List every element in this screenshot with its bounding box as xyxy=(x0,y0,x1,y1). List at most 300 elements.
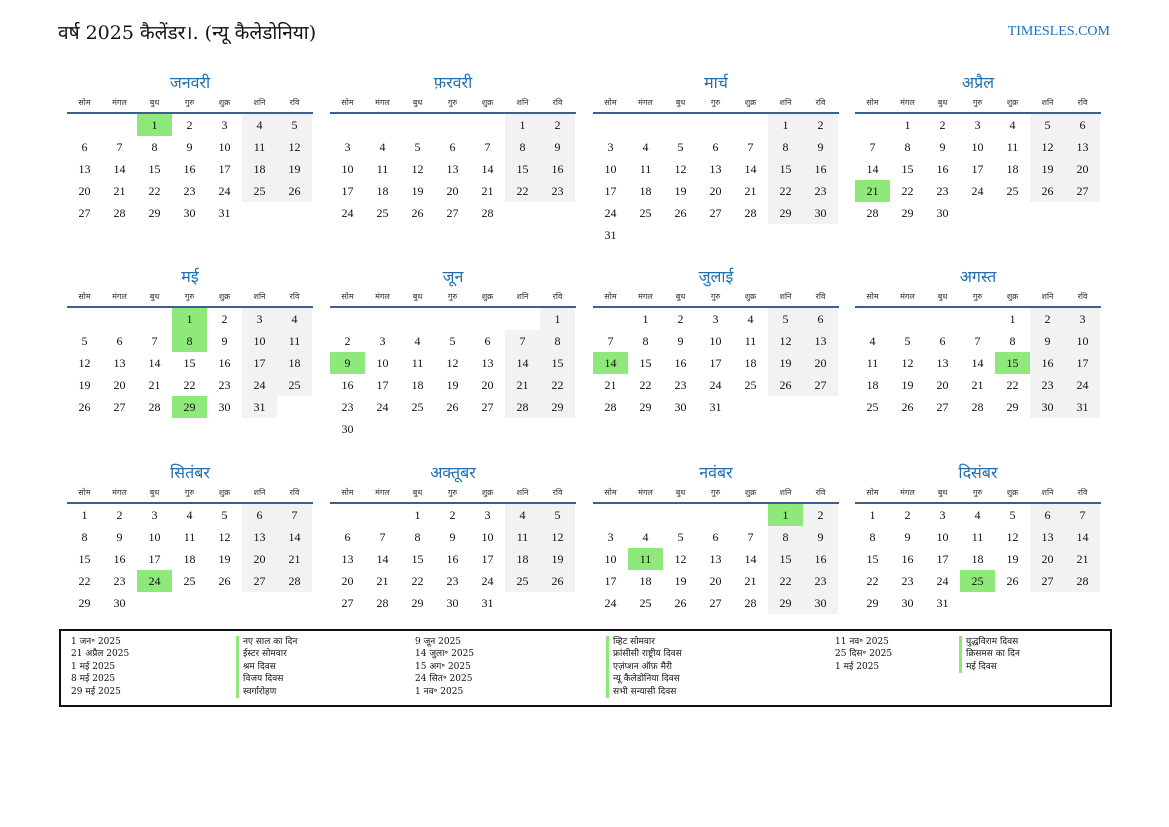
weekday-label: रवि xyxy=(552,488,563,497)
weekday-label: शुक्र xyxy=(481,98,494,107)
day-cell: 13 xyxy=(803,330,838,352)
holiday-date: 1 मई 2025 xyxy=(835,661,880,672)
day-cell: 25 xyxy=(639,596,652,610)
month-calendar xyxy=(330,462,576,614)
day-cell: 30 xyxy=(1030,396,1065,418)
weekday-header xyxy=(330,484,576,504)
weekday-label: गुरु xyxy=(710,488,721,497)
day-cell: 16 xyxy=(341,378,354,392)
weekday-label: गुरु xyxy=(447,292,458,301)
day-cell: 2 xyxy=(344,334,351,348)
day-cell: 22 xyxy=(901,184,914,198)
weekday-label: शनि xyxy=(253,98,266,107)
day-cell: 4 xyxy=(414,334,421,348)
day-cell: 10 xyxy=(604,552,617,566)
weekday-label: शनि xyxy=(779,98,792,107)
day-cell: 17 xyxy=(709,356,722,370)
day-cell: 2 xyxy=(221,312,228,326)
day-cell: 25 xyxy=(242,180,277,202)
day-cell: 14 xyxy=(1065,526,1100,548)
holiday-date: 21 अप्रैल 2025 xyxy=(71,649,130,660)
day-cell: 11 xyxy=(639,162,652,176)
weekday-label: गुरु xyxy=(710,292,721,301)
day-cell: 20 xyxy=(709,184,722,198)
day-cell: 18 xyxy=(242,158,277,180)
day-cell: 9 xyxy=(803,136,838,158)
day-cell: 24 xyxy=(709,378,722,392)
weekday-label: शनि xyxy=(253,292,266,301)
weekday-label: सोम xyxy=(78,488,91,497)
day-cell: 23 xyxy=(901,574,914,588)
day-cell: 10 xyxy=(218,140,231,154)
weekday-label: गुरु xyxy=(447,488,458,497)
weekday-label: गुरु xyxy=(972,98,983,107)
holiday-name: एज़ंप्शन ऑफ़ मैरी xyxy=(606,661,682,673)
day-cell: 30 xyxy=(218,400,231,414)
day-cell: 6 xyxy=(1030,504,1065,526)
day-cell: 11 xyxy=(242,136,277,158)
day-cell: 17 xyxy=(604,574,617,588)
day-cell: 2 xyxy=(540,114,575,136)
day-cell: 9 xyxy=(540,136,575,158)
weekday-label: मंगल xyxy=(112,292,127,301)
day-cell: 18 xyxy=(639,574,652,588)
day-cell: 27 xyxy=(481,400,494,414)
day-grid xyxy=(330,114,576,224)
day-cell: 12 xyxy=(1030,136,1065,158)
day-cell: 19 xyxy=(674,184,687,198)
weekday-label: शनि xyxy=(516,488,529,497)
day-cell: 22 xyxy=(540,374,575,396)
day-cell: 31 xyxy=(481,596,494,610)
weekday-label: सोम xyxy=(604,292,617,301)
weekday-header xyxy=(855,94,1101,114)
day-cell: 16 xyxy=(803,548,838,570)
day-cell: 30 xyxy=(936,206,949,220)
day-cell: 4 xyxy=(642,530,649,544)
holiday-date: 11 नव॰ 2025 xyxy=(835,637,889,647)
day-cell: 9 xyxy=(116,530,123,544)
day-cell: 26 xyxy=(674,206,687,220)
day-cell: 7 xyxy=(747,140,754,154)
holiday-date: 1 मई 2025 xyxy=(71,661,116,672)
day-cell: 28 xyxy=(277,570,312,592)
day-cell: 8 xyxy=(540,330,575,352)
month-name: जनवरी xyxy=(169,73,211,92)
day-cell: 17 xyxy=(971,162,984,176)
day-cell: 25 xyxy=(744,378,757,392)
day-cell: 15 xyxy=(768,158,803,180)
day-cell: 12 xyxy=(78,356,91,370)
day-cell: 26 xyxy=(218,574,231,588)
month-name: जुलाई xyxy=(698,267,734,286)
day-cell: 11 xyxy=(183,530,196,544)
weekday-label: सोम xyxy=(866,98,879,107)
day-cell: 3 xyxy=(1065,308,1100,330)
day-cell: 14 xyxy=(505,352,540,374)
day-cell: 21 xyxy=(744,184,757,198)
day-cell: 15 xyxy=(78,552,91,566)
day-grid xyxy=(855,308,1101,418)
weekday-label: गुरु xyxy=(184,488,195,497)
day-cell: 23 xyxy=(936,184,949,198)
day-cell: 26 xyxy=(768,374,803,396)
day-cell: 25 xyxy=(505,570,540,592)
day-cell: 29 xyxy=(639,400,652,414)
day-cell: 5 xyxy=(1030,114,1065,136)
day-cell: 21 xyxy=(505,374,540,396)
day-cell: 15 xyxy=(639,356,652,370)
day-cell: 18 xyxy=(376,184,389,198)
day-cell: 5 xyxy=(449,334,456,348)
day-cell: 4 xyxy=(747,312,754,326)
day-cell: 10 xyxy=(971,140,984,154)
day-cell: 31 xyxy=(1065,396,1100,418)
weekday-label: सोम xyxy=(341,98,354,107)
month-name: अप्रैल xyxy=(961,73,995,92)
day-cell: 29 xyxy=(1006,400,1019,414)
weekday-label: बुध xyxy=(412,98,423,107)
day-grid xyxy=(67,504,313,614)
day-grid xyxy=(67,114,313,224)
day-cell: 1 xyxy=(768,114,803,136)
day-cell: 20 xyxy=(709,574,722,588)
day-cell: 20 xyxy=(113,378,126,392)
holiday-name: सभी सन्यासी दिवस xyxy=(606,686,682,698)
day-cell: 16 xyxy=(674,356,687,370)
holiday-name: युद्धविराम दिवस xyxy=(959,636,1020,648)
weekday-label: शनि xyxy=(516,98,529,107)
weekday-label: गुरु xyxy=(447,98,458,107)
holiday-date: 1 जन॰ 2025 xyxy=(71,637,121,647)
weekday-label: बुध xyxy=(675,292,686,301)
day-cell: 12 xyxy=(674,162,687,176)
day-cell: 8 xyxy=(768,526,803,548)
weekday-label: बुध xyxy=(675,488,686,497)
day-cell: 8 xyxy=(904,140,911,154)
weekday-label: शुक्र xyxy=(744,98,757,107)
day-cell: 12 xyxy=(901,356,914,370)
day-cell: 24 xyxy=(604,206,617,220)
day-cell: 22 xyxy=(768,570,803,592)
weekday-label: रवि xyxy=(552,98,563,107)
day-cell: 5 xyxy=(414,140,421,154)
weekday-header xyxy=(593,288,839,308)
day-cell: 19 xyxy=(540,548,575,570)
holiday-name: ईस्टर सोमवार xyxy=(236,648,297,660)
day-cell: 1 xyxy=(81,508,88,522)
day-cell: 23 xyxy=(218,378,231,392)
day-cell: 11 xyxy=(505,526,540,548)
day-cell: 15 xyxy=(505,158,540,180)
day-cell: 16 xyxy=(183,162,196,176)
day-cell: 9 xyxy=(1030,330,1065,352)
day-cell: 28 xyxy=(971,400,984,414)
day-cell: 6 xyxy=(242,504,277,526)
day-cell: 11 xyxy=(277,330,312,352)
day-cell: 22 xyxy=(639,378,652,392)
weekday-label: बुध xyxy=(149,488,160,497)
day-cell: 29 xyxy=(768,202,803,224)
day-cell: 27 xyxy=(446,206,459,220)
weekday-label: गुरु xyxy=(184,292,195,301)
day-cell: 28 xyxy=(148,400,161,414)
day-cell: 28 xyxy=(1065,570,1100,592)
month-calendar xyxy=(67,72,313,224)
holiday-date: 9 जून 2025 xyxy=(415,637,462,647)
day-cell: 13 xyxy=(481,356,494,370)
day-cell: 5 xyxy=(768,308,803,330)
day-cell: 11 xyxy=(1006,140,1019,154)
day-cell: 25 xyxy=(639,206,652,220)
day-cell: 5 xyxy=(677,140,684,154)
day-cell: 5 xyxy=(81,334,88,348)
day-cell: 3 xyxy=(939,508,946,522)
day-cell: 1 xyxy=(642,312,649,326)
day-cell: 20 xyxy=(446,184,459,198)
day-cell: 3 xyxy=(484,508,491,522)
weekday-label: रवि xyxy=(1077,488,1088,497)
weekday-label: शुक्र xyxy=(218,98,231,107)
day-cell: 15 xyxy=(148,162,161,176)
day-cell: 13 xyxy=(936,356,949,370)
day-cell: 2 xyxy=(449,508,456,522)
day-cell: 19 xyxy=(277,158,312,180)
weekday-label: गुरु xyxy=(972,488,983,497)
day-cell: 3 xyxy=(151,508,158,522)
month-calendar xyxy=(593,72,839,246)
day-cell: 6 xyxy=(81,140,88,154)
day-cell: 18 xyxy=(183,552,196,566)
day-cell: 4 xyxy=(869,334,876,348)
month-calendar xyxy=(330,266,576,440)
day-cell: 14 xyxy=(376,552,389,566)
day-cell: 14 xyxy=(148,356,161,370)
holiday-name: क्रिसमस का दिन xyxy=(959,648,1020,660)
day-cell: 30 xyxy=(901,596,914,610)
day-cell: 16 xyxy=(446,552,459,566)
day-cell: 30 xyxy=(113,596,126,610)
month-name: मार्च xyxy=(704,73,728,92)
day-grid xyxy=(330,308,576,440)
weekday-label: बुध xyxy=(675,98,686,107)
holiday-day-cell: 9 xyxy=(330,352,365,374)
day-cell: 5 xyxy=(1009,508,1016,522)
day-cell: 28 xyxy=(744,596,757,610)
month-name: अगस्त xyxy=(959,267,997,286)
weekday-label: मंगल xyxy=(112,488,127,497)
day-cell: 13 xyxy=(709,552,722,566)
day-cell: 20 xyxy=(481,378,494,392)
month-calendar xyxy=(330,72,576,224)
day-cell: 19 xyxy=(1006,552,1019,566)
month-calendar xyxy=(593,462,839,614)
day-cell: 23 xyxy=(341,400,354,414)
day-cell: 30 xyxy=(803,202,838,224)
day-cell: 27 xyxy=(1030,570,1065,592)
day-cell: 25 xyxy=(1006,184,1019,198)
holiday-name: न्यू कैलेडोनिया दिवस xyxy=(606,673,682,685)
day-cell: 14 xyxy=(481,162,494,176)
day-cell: 28 xyxy=(481,206,494,220)
weekday-label: सोम xyxy=(341,292,354,301)
day-cell: 10 xyxy=(376,356,389,370)
day-cell: 26 xyxy=(446,400,459,414)
day-cell: 24 xyxy=(1065,374,1100,396)
day-cell: 18 xyxy=(1006,162,1019,176)
day-cell: 19 xyxy=(1030,158,1065,180)
day-cell: 8 xyxy=(768,136,803,158)
day-cell: 31 xyxy=(604,228,617,242)
day-cell: 15 xyxy=(411,552,424,566)
day-cell: 12 xyxy=(1006,530,1019,544)
day-cell: 11 xyxy=(411,356,424,370)
weekday-label: रवि xyxy=(815,98,826,107)
day-cell: 23 xyxy=(113,574,126,588)
weekday-label: रवि xyxy=(289,292,300,301)
day-cell: 27 xyxy=(936,400,949,414)
site-link[interactable]: TIMESLES.COM xyxy=(1007,24,1110,39)
day-cell: 5 xyxy=(221,508,228,522)
day-cell: 4 xyxy=(277,308,312,330)
weekday-label: शुक्र xyxy=(744,292,757,301)
day-cell: 26 xyxy=(78,400,91,414)
weekday-label: गुरु xyxy=(972,292,983,301)
holiday-date: 29 मई 2025 xyxy=(71,686,121,697)
weekday-header xyxy=(67,94,313,114)
day-cell: 7 xyxy=(151,334,158,348)
month-name: सितंबर xyxy=(170,463,210,482)
day-cell: 16 xyxy=(1030,352,1065,374)
holiday-day-cell: 25 xyxy=(960,570,995,592)
day-cell: 12 xyxy=(277,136,312,158)
day-cell: 15 xyxy=(183,356,196,370)
day-cell: 18 xyxy=(744,356,757,370)
day-cell: 6 xyxy=(449,140,456,154)
day-cell: 6 xyxy=(484,334,491,348)
holiday-day-cell: 1 xyxy=(172,308,207,330)
day-cell: 27 xyxy=(113,400,126,414)
day-cell: 18 xyxy=(411,378,424,392)
day-cell: 24 xyxy=(604,596,617,610)
day-cell: 21 xyxy=(604,378,617,392)
day-cell: 8 xyxy=(642,334,649,348)
day-cell: 2 xyxy=(803,114,838,136)
day-cell: 29 xyxy=(148,206,161,220)
day-grid xyxy=(855,114,1101,224)
weekday-header xyxy=(593,94,839,114)
month-calendar xyxy=(593,266,839,418)
day-cell: 25 xyxy=(411,400,424,414)
weekday-label: बुध xyxy=(412,488,423,497)
day-cell: 31 xyxy=(242,396,277,418)
day-cell: 14 xyxy=(744,552,757,566)
holiday-date: 14 जुला॰ 2025 xyxy=(415,649,475,660)
day-cell: 19 xyxy=(218,552,231,566)
day-cell: 8 xyxy=(505,136,540,158)
day-cell: 16 xyxy=(113,552,126,566)
day-cell: 4 xyxy=(505,504,540,526)
day-cell: 20 xyxy=(78,184,91,198)
weekday-label: शुक्र xyxy=(481,292,494,301)
month-name: जून xyxy=(442,267,464,286)
holiday-day-cell: 14 xyxy=(593,352,628,374)
weekday-label: मंगल xyxy=(638,292,653,301)
day-cell: 27 xyxy=(78,206,91,220)
weekday-label: शनि xyxy=(253,488,266,497)
day-cell: 12 xyxy=(540,526,575,548)
day-cell: 28 xyxy=(604,400,617,414)
holiday-name: स्वर्गारोहण xyxy=(236,686,297,698)
day-cell: 22 xyxy=(866,574,879,588)
weekday-label: बुध xyxy=(149,98,160,107)
day-cell: 25 xyxy=(376,206,389,220)
day-cell: 25 xyxy=(866,400,879,414)
day-cell: 31 xyxy=(936,596,949,610)
day-cell: 13 xyxy=(446,162,459,176)
day-cell: 27 xyxy=(709,596,722,610)
day-cell: 29 xyxy=(901,206,914,220)
day-cell: 8 xyxy=(869,530,876,544)
day-cell: 22 xyxy=(768,180,803,202)
day-cell: 9 xyxy=(803,526,838,548)
day-cell: 17 xyxy=(481,552,494,566)
day-cell: 21 xyxy=(744,574,757,588)
weekday-label: गुरु xyxy=(184,98,195,107)
weekday-label: मंगल xyxy=(375,488,390,497)
day-cell: 6 xyxy=(712,530,719,544)
month-name: फ़रवरी xyxy=(433,73,473,92)
day-cell: 12 xyxy=(411,162,424,176)
day-cell: 9 xyxy=(904,530,911,544)
day-cell: 12 xyxy=(674,552,687,566)
holiday-name: नए साल का दिन xyxy=(236,636,297,648)
weekday-label: रवि xyxy=(815,292,826,301)
day-cell: 20 xyxy=(936,378,949,392)
day-cell: 6 xyxy=(1065,114,1100,136)
holiday-date: 24 सित॰ 2025 xyxy=(415,674,473,685)
day-cell: 21 xyxy=(376,574,389,588)
day-cell: 5 xyxy=(277,114,312,136)
day-cell: 30 xyxy=(446,596,459,610)
day-cell: 7 xyxy=(974,334,981,348)
day-cell: 11 xyxy=(866,356,879,370)
day-cell: 22 xyxy=(505,180,540,202)
holiday-date: 15 अग॰ 2025 xyxy=(415,661,471,672)
weekday-header xyxy=(67,484,313,504)
day-cell: 17 xyxy=(242,352,277,374)
month-name: अक्तूबर xyxy=(430,463,476,482)
day-cell: 4 xyxy=(242,114,277,136)
day-cell: 5 xyxy=(540,504,575,526)
weekday-label: बुध xyxy=(937,488,948,497)
day-cell: 30 xyxy=(674,400,687,414)
day-cell: 11 xyxy=(744,334,757,348)
day-cell: 9 xyxy=(449,530,456,544)
day-cell: 12 xyxy=(768,330,803,352)
day-cell: 7 xyxy=(869,140,876,154)
day-cell: 17 xyxy=(148,552,161,566)
day-cell: 19 xyxy=(768,352,803,374)
holiday-day-cell: 15 xyxy=(995,352,1030,374)
day-cell: 23 xyxy=(183,184,196,198)
day-cell: 15 xyxy=(540,352,575,374)
day-cell: 8 xyxy=(81,530,88,544)
day-cell: 18 xyxy=(505,548,540,570)
holiday-name: व्हिट सोमवार xyxy=(606,636,682,648)
weekday-label: रवि xyxy=(289,488,300,497)
weekday-header xyxy=(330,94,576,114)
